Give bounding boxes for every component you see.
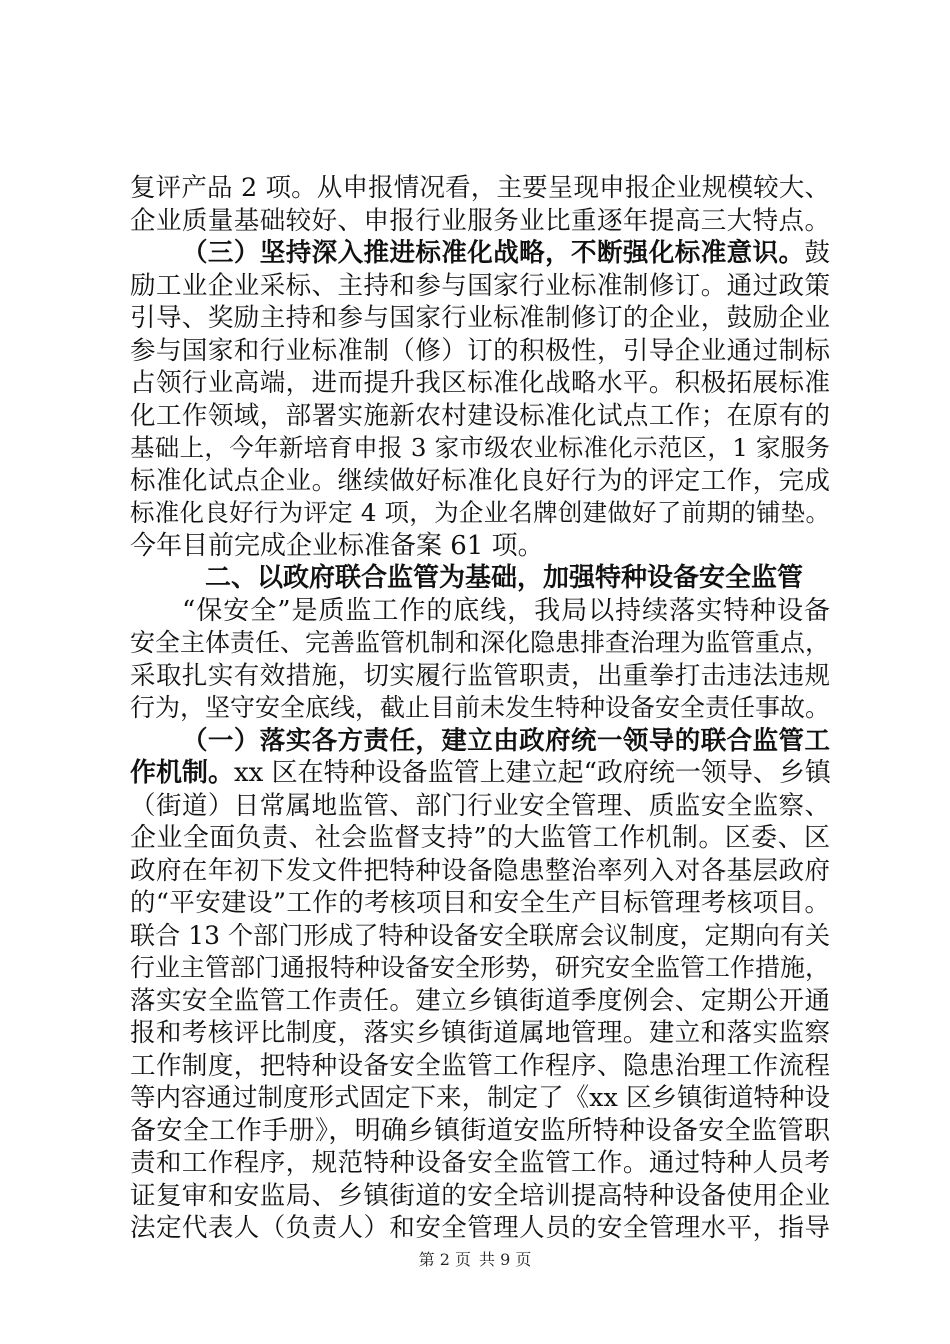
text-line: 备安全工作手册》，明确乡镇街道安监所特种设备安全监管职 xyxy=(130,1115,830,1146)
text-line: 等内容通过制度形式固定下来，制定了《xx 区乡镇街道特种设 xyxy=(130,1083,830,1113)
text-line: 化工作领域，部署实施新农村建设标准化试点工作；在原有的 xyxy=(130,400,830,431)
text-line: 引导、奖励主持和参与国家行业标准制修订的企业，鼓励企业 xyxy=(130,303,830,333)
document-body xyxy=(130,172,830,1245)
text-line: 政府在年初下发文件把特种设备隐患整治率列入对各基层政府 xyxy=(130,855,830,886)
text-line: 落实安全监管工作责任。建立乡镇街道季度例会、定期公开通 xyxy=(130,985,830,1016)
text-line: 今年目前完成企业标准备案 61 项。 xyxy=(130,530,544,561)
text-line: 标准化试点企业。继续做好标准化良好行为的评定工作，完成 xyxy=(130,465,830,496)
text-line: 行业主管部门通报特种设备安全形势，研究安全监管工作措施， xyxy=(130,953,831,982)
page-footer xyxy=(0,1247,950,1270)
text-line: 企业全面负责、社会监督支持”的大监管工作机制。区委、区 xyxy=(130,823,830,853)
page-number: 第 2 页 xyxy=(418,1250,471,1269)
text-line: 工作制度，把特种设备安全监管工作程序、隐患治理工作流程 xyxy=(130,1050,830,1081)
section-heading: （一）落实各方责任，建立由政府统一领导的联合监管工 xyxy=(182,725,830,756)
text-line: 励工业企业采标、主持和参与国家行业标准制修订。通过政策 xyxy=(130,270,830,301)
section-heading: 作机制。 xyxy=(130,758,235,788)
text-span: 鼓 xyxy=(804,238,830,268)
text-line: 企业质量基础较好、申报行业服务业比重逐年提高三大特点。 xyxy=(130,205,830,236)
paragraph-line xyxy=(130,757,830,790)
text-line: 占领行业高端，进而提升我区标准化战略水平。积极拓展标准 xyxy=(130,368,830,398)
text-line: 证复审和安监局、乡镇街道的安全培训提高特种设备使用企业 xyxy=(130,1180,830,1211)
text-line: 参与国家和行业标准制（修）订的积极性，引导企业通过制标 xyxy=(130,335,830,366)
text-line: 的“平安建设”工作的考核项目和安全生产目标管理考核项目。 xyxy=(130,888,830,918)
text-line: 报和考核评比制度，落实乡镇街道属地管理。建立和落实监察 xyxy=(130,1018,830,1048)
text-line: 安全主体责任、完善监管机制和深化隐患排查治理为监管重点， xyxy=(130,628,831,657)
section-heading: （三）坚持深入推进标准化战略，不断强化标准意识。 xyxy=(182,238,805,268)
text-line: 标准化良好行为评定 4 项，为企业名牌创建做好了前期的铺垫。 xyxy=(130,498,830,527)
paragraph-line xyxy=(130,237,830,270)
text-line: 责和工作程序，规范特种设备安全监管工作。通过特种人员考 xyxy=(130,1148,830,1178)
text-line: 法定代表人（负责人）和安全管理人员的安全管理水平，指导 xyxy=(130,1213,830,1243)
chapter-heading: 二、以政府联合监管为基础，加强特种设备安全监管 xyxy=(205,563,804,593)
text-line: （街道）日常属地监管、部门行业安全管理、质监安全监察、 xyxy=(130,790,830,821)
text-line: 采取扎实有效措施，切实履行监管职责，出重拳打击违法违规 xyxy=(130,660,830,691)
text-line: 基础上，今年新培育申报 3 家市级农业标准化示范区，1 家服务 xyxy=(130,433,830,462)
text-line: 行为，坚守安全底线，截止目前未发生特种设备安全责任事故。 xyxy=(130,693,831,722)
text-line: “保安全”是质监工作的底线，我局以持续落实特种设备 xyxy=(182,595,830,626)
text-line: 复评产品 2 项。从申报情况看，主要呈现申报企业规模较大、 xyxy=(130,173,830,203)
page-total: 共 9 页 xyxy=(479,1250,532,1269)
text-line: 联合 13 个部门形成了特种设备安全联席会议制度，定期向有关 xyxy=(130,920,830,950)
text-span: xx 区在特种设备监管上建立起“政府统一领导、乡镇 xyxy=(234,758,831,788)
